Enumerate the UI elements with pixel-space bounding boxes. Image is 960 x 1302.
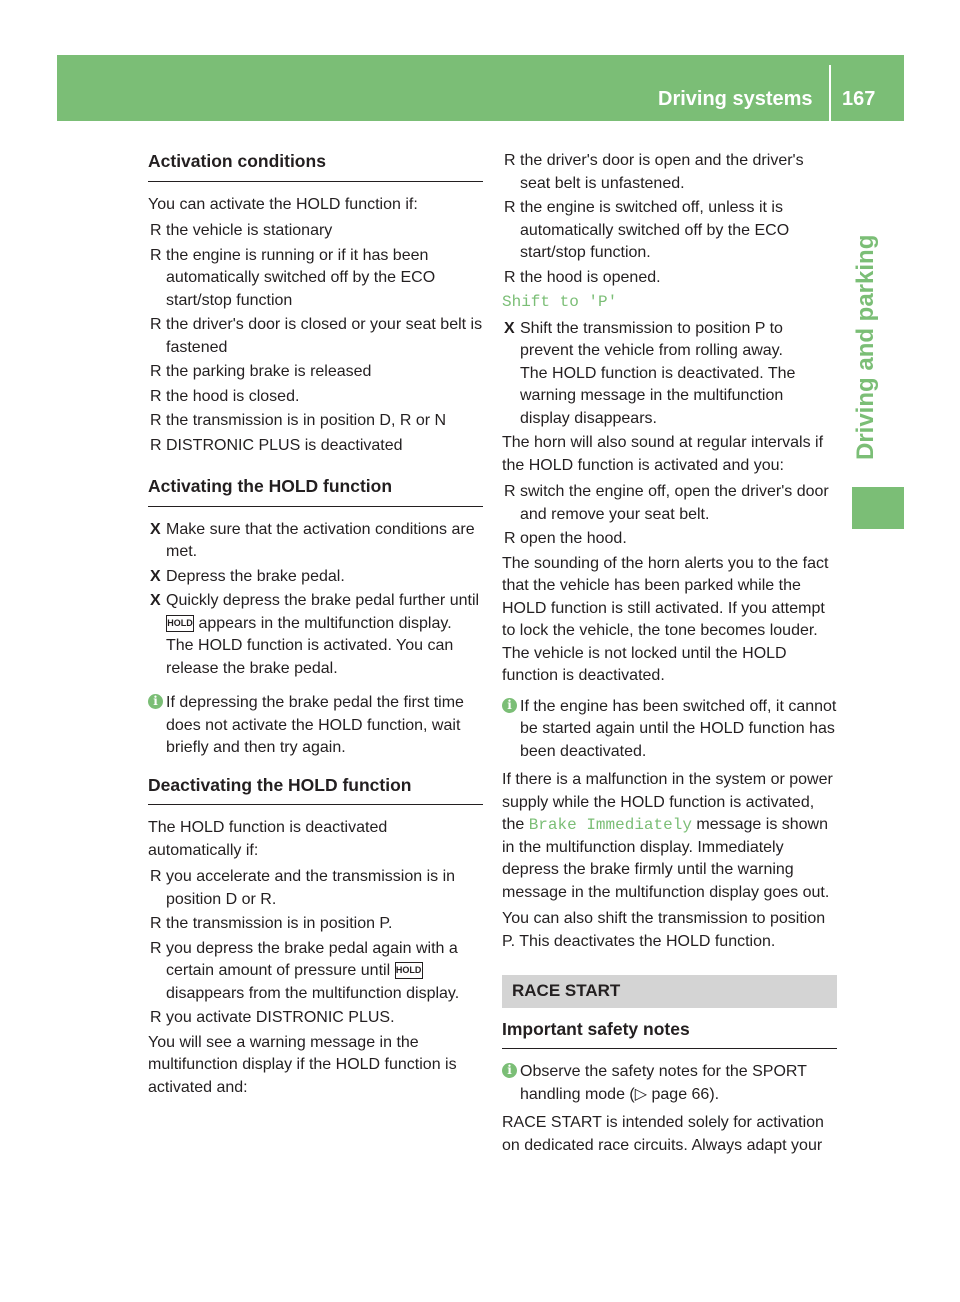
info-icon: i	[148, 694, 163, 709]
info-note: i If the engine has been switched off, it cannot be started again until the HOLD function has been deactivated.	[502, 696, 837, 764]
bullet-icon: R	[150, 436, 162, 454]
paragraph: The horn will also sound at regular intervals if the HOLD function is activated and you:	[502, 434, 824, 474]
info-icon: i	[502, 698, 517, 713]
bullet-icon: R	[150, 222, 162, 239]
bullet-icon: R	[504, 152, 516, 169]
heading-deactivating-hold: Deactivating the HOLD function	[148, 774, 483, 806]
heading-activation-conditions: Activation conditions	[148, 150, 483, 182]
left-column	[148, 150, 483, 1103]
list-item: R you activate DISTRONIC PLUS.	[148, 1007, 483, 1030]
list-item: R the parking brake is released	[148, 361, 483, 384]
list-item: R the driver's door is open and the driver's seat belt is unfastened.	[504, 152, 804, 192]
step-arrow-icon: X	[504, 319, 515, 337]
right-column	[502, 150, 837, 1161]
bullet-icon: R	[504, 199, 516, 216]
bullet-icon: R	[150, 939, 162, 957]
bullet-icon: R	[150, 387, 162, 405]
step-arrow-icon: X	[150, 520, 161, 538]
step-item: X Quickly depress the brake pedal further until HOLD appears in the multifunction display. The HOLD function is activated. You can release the brake pedal.	[150, 592, 480, 677]
step-item: X Depress the brake pedal.	[148, 566, 483, 589]
list-item: R the transmission is in position P.	[148, 913, 483, 936]
page-number: 167	[842, 88, 876, 110]
list-item: R switch the engine off, open the driver's door and remove your seat belt.	[504, 483, 829, 523]
list-item: R you accelerate and the transmission is in position D or R.	[150, 868, 456, 908]
paragraph: The HOLD function is deactivated automatically if:	[148, 819, 388, 859]
paragraph: You will see a warning message in the multifunction display if the HOLD function is activated and:	[148, 1033, 457, 1096]
bullet-icon: R	[504, 530, 516, 547]
hold-icon: HOLD	[395, 962, 423, 979]
side-tab-block	[852, 487, 904, 529]
step-item: X Make sure that the activation conditions are met.	[150, 520, 475, 560]
bullet-icon: R	[150, 868, 162, 885]
heading-important-safety-notes: Important safety notes	[502, 1018, 837, 1050]
list-item: R the vehicle is stationary	[148, 220, 483, 243]
info-note: i If depressing the brake pedal the first time does not activate the HOLD function, wait briefly and then try again.	[148, 692, 483, 760]
bullet-icon: R	[150, 412, 162, 429]
side-tab-label: Driving and parking	[852, 234, 879, 460]
display-message: Shift to 'P'	[502, 293, 618, 311]
list-item: R the engine is switched off, unless it is automatically switched off by the ECO start/stop function.	[504, 199, 790, 261]
hold-icon: HOLD	[166, 615, 194, 632]
info-icon: i	[502, 1063, 517, 1078]
list-item: R the hood is closed.	[148, 386, 483, 409]
list-item: R you depress the brake pedal again with a certain amount of pressure until HOLD disappears from the multifunction display.	[150, 939, 460, 1002]
list-item: R the engine is running or if it has been automatically switched off by the ECO start/stop function	[150, 246, 436, 309]
list-item: R open the hood.	[502, 528, 837, 551]
info-note: i Observe the safety notes for the SPORT handling mode (▷ page 66).	[502, 1061, 837, 1106]
step-arrow-icon: X	[150, 567, 161, 585]
paragraph: The sounding of the horn alerts you to the fact that the vehicle has been parked while the HOLD function is still activated. If you attempt to lock the vehicle, the tone becomes louder. The vehicle is not locked until the HOLD function is deactivated.	[502, 554, 829, 684]
bullet-icon: R	[150, 363, 162, 380]
bullet-icon: R	[504, 268, 516, 286]
paragraph: You can also shift the transmission to position P. This deactivates the HOLD function.	[502, 910, 826, 950]
section-title: Driving systems	[658, 88, 813, 110]
step-arrow-icon: X	[150, 592, 161, 609]
step-item: X Shift the transmission to position P to prevent the vehicle from rolling away. The HOLD function is deactivated. The warning message in the multifunction display disappears.	[504, 319, 796, 427]
bullet-icon: R	[150, 316, 162, 333]
paragraph: If there is a malfunction in the system or power supply while the HOLD function is activated, the Brake Immediately message is shown in the multifunction display. Immediately depress the brake firmly until the warning message in the multifunction display goes out.	[502, 771, 833, 901]
list-item: R the transmission is in position D, R or N	[148, 410, 483, 433]
header-divider	[829, 65, 831, 121]
section-banner-race-start: RACE START	[502, 975, 837, 1008]
bullet-icon: R	[504, 483, 516, 500]
bullet-icon: R	[150, 246, 162, 264]
list-item: R the driver's door is closed or your seat belt is fastened	[150, 316, 483, 356]
list-item: R the hood is opened.	[502, 267, 837, 290]
bullet-icon: R	[150, 1009, 162, 1026]
paragraph: RACE START is intended solely for activation on dedicated race circuits. Always adapt your	[502, 1114, 824, 1154]
display-message: Brake Immediately	[528, 816, 692, 834]
bullet-icon: R	[150, 915, 162, 932]
list-item: R DISTRONIC PLUS is deactivated	[148, 435, 483, 458]
paragraph: You can activate the HOLD function if:	[148, 195, 418, 213]
heading-activating-hold: Activating the HOLD function	[148, 475, 483, 507]
